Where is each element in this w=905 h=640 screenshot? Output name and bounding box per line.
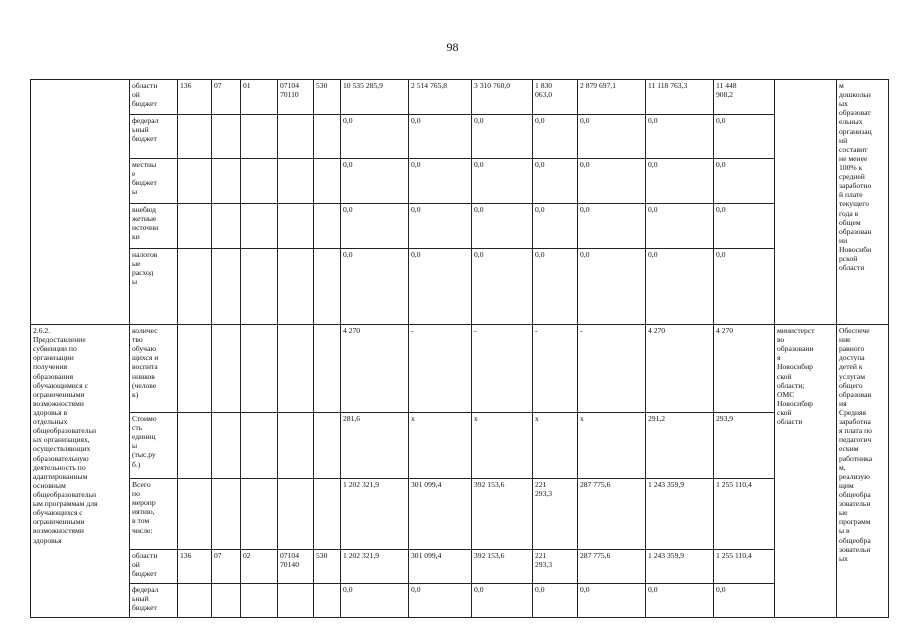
source-cell: налогов ые расход ы [130,249,178,325]
code-gr-cell [178,413,212,479]
measure-name-cell: 2.6.2. Предоставление субвенции по организации получения образования обучающимися с ограниченными возможностями здоровья в отдельных общеобразовательн ых организациях, осуществляющих образовательную деятельность по адаптированным основным общеобразовательн ым программам для обучающихся с ограниченными возможностями здоровья [31,325,130,618]
value-cell: 2 879 697,1 [578,80,646,115]
code-rz-cell [212,325,241,413]
value-cell: 0,0 [341,204,409,249]
source-cell: количес тво обучаю щихся и воспита нников (челове к) [130,325,178,413]
code-rz-cell: 07 [212,80,241,115]
value-cell: 4 270 [341,325,409,413]
source-cell: Всего по меропр иятию, в том числе: [130,479,178,550]
code-rz-cell [212,249,241,325]
budget-table [30,79,889,618]
code-pr-cell [241,249,278,325]
value-cell: 0,0 [533,584,578,618]
code-csr-cell: 07104 70110 [278,80,314,115]
code-gr-cell [178,325,212,413]
value-cell: 221 293,3 [533,479,578,550]
value-cell: 0,0 [472,204,533,249]
value-cell: 0,0 [472,584,533,618]
value-cell: 4 270 [714,325,775,413]
value-cell: 0,0 [578,204,646,249]
value-cell: 0,0 [341,584,409,618]
source-cell: Стоимо сть единиц ы (тыс.ру б.) [130,413,178,479]
code-csr-cell [278,325,314,413]
table-row [31,115,889,159]
code-vr-cell: 530 [314,80,341,115]
value-cell: 0,0 [341,159,409,204]
value-cell: 392 153,6 [472,550,533,584]
source-cell: областн ой бюджет [130,80,178,115]
value-cell: 0,0 [409,204,472,249]
code-rz-cell [212,204,241,249]
blank-cell [31,80,130,325]
value-cell: 0,0 [341,249,409,325]
code-rz-cell [212,584,241,618]
table-row [31,550,889,584]
code-rz-cell [212,479,241,550]
value-cell: 0,0 [714,204,775,249]
code-csr-cell [278,479,314,550]
value-cell: 0,0 [409,159,472,204]
value-cell: 0,0 [533,159,578,204]
value-cell: 1 255 110,4 [714,479,775,550]
table-row [31,159,889,204]
value-cell: 392 153,6 [472,479,533,550]
value-cell: 1 243 359,9 [646,479,714,550]
value-cell: 0,0 [409,115,472,159]
value-cell: 0,0 [646,584,714,618]
value-cell: - [472,325,533,413]
value-cell: 1 243 359,9 [646,550,714,584]
code-csr-cell [278,584,314,618]
value-cell: 1 202 321,9 [341,479,409,550]
table-row [31,325,889,413]
source-cell: местны е бюджет ы [130,159,178,204]
value-cell: 1 202 321,9 [341,550,409,584]
value-cell: 0,0 [533,115,578,159]
value-cell: 0,0 [409,584,472,618]
code-gr-cell [178,115,212,159]
code-csr-cell [278,204,314,249]
value-cell: 0,0 [472,249,533,325]
value-cell: 0,0 [714,584,775,618]
value-cell: 0,0 [341,115,409,159]
source-cell: внебюд жетные источни ки [130,204,178,249]
code-rz-cell [212,413,241,479]
code-pr-cell [241,159,278,204]
value-cell: 0,0 [533,249,578,325]
code-pr-cell [241,204,278,249]
result-cell: Обеспече ние равного доступа детей к услугам общего образован ия Средняя заработна я плата по педагогич еским работника м, реализую щим общеобра зовательн ые программ ы в общеобра зовательн ых [837,325,889,618]
code-pr-cell [241,584,278,618]
code-vr-cell [314,204,341,249]
code-gr-cell [178,204,212,249]
source-cell: федерал ьный бюджет [130,115,178,159]
value-cell: 293,9 [714,413,775,479]
code-vr-cell [314,584,341,618]
value-cell: 0,0 [646,159,714,204]
code-csr-cell: 07104 70140 [278,550,314,584]
value-cell: 0,0 [578,159,646,204]
value-cell: 0,0 [578,584,646,618]
value-cell: 221 293,3 [533,550,578,584]
value-cell: x [409,413,472,479]
code-vr-cell [314,115,341,159]
code-gr-cell: 136 [178,550,212,584]
value-cell: 291,2 [646,413,714,479]
value-cell: 0,0 [714,249,775,325]
value-cell: 3 310 760,0 [472,80,533,115]
result-cell: м дошкольн ых образоват ельных организац ий составит не менее 100% к средней заработно й плате текущего года в общем образован ии Новосиби рской области [837,80,889,325]
value-cell: x [472,413,533,479]
value-cell: - [409,325,472,413]
value-cell: 11 448 908,2 [714,80,775,115]
code-vr-cell [314,249,341,325]
code-vr-cell [314,413,341,479]
code-pr-cell [241,325,278,413]
value-cell: 0,0 [533,204,578,249]
code-pr-cell [241,479,278,550]
code-rz-cell: 07 [212,550,241,584]
code-pr-cell [241,115,278,159]
code-vr-cell: 530 [314,550,341,584]
code-csr-cell [278,159,314,204]
value-cell: 0,0 [578,249,646,325]
code-rz-cell [212,115,241,159]
value-cell: 0,0 [578,115,646,159]
value-cell: 0,0 [472,159,533,204]
code-csr-cell [278,249,314,325]
code-vr-cell [314,159,341,204]
code-csr-cell [278,413,314,479]
code-vr-cell [314,479,341,550]
table-row [31,80,889,115]
code-pr-cell: 01 [241,80,278,115]
value-cell: 0,0 [646,249,714,325]
table-row [31,204,889,249]
value-cell: 1 255 110,4 [714,550,775,584]
value-cell: 0,0 [646,115,714,159]
code-gr-cell [178,249,212,325]
code-gr-cell [178,584,212,618]
code-pr-cell [241,413,278,479]
code-gr-cell: 136 [178,80,212,115]
value-cell: 0,0 [646,204,714,249]
value-cell: 301 099,4 [409,479,472,550]
value-cell: 10 535 285,9 [341,80,409,115]
executor-cell: министерст во образовани я Новосибир ской области; ОМС Новосибир ской области [775,325,837,618]
value-cell: 301 099,4 [409,550,472,584]
value-cell: 1 830 063,0 [533,80,578,115]
value-cell: - [578,325,646,413]
source-cell: областн ой бюджет [130,550,178,584]
value-cell: x [578,413,646,479]
executor-empty-cell [775,80,837,325]
value-cell: 0,0 [472,115,533,159]
code-vr-cell [314,325,341,413]
value-cell: 2 514 765,8 [409,80,472,115]
value-cell: 281,6 [341,413,409,479]
value-cell: 0,0 [714,159,775,204]
source-cell: федерал ьный бюджет [130,584,178,618]
code-gr-cell [178,479,212,550]
value-cell: 11 118 763,3 [646,80,714,115]
table-row [31,413,889,479]
code-csr-cell [278,115,314,159]
value-cell: 0,0 [409,249,472,325]
table-row [31,584,889,618]
value-cell: 4 270 [646,325,714,413]
code-rz-cell [212,159,241,204]
value-cell: - [533,325,578,413]
value-cell: 0,0 [714,115,775,159]
value-cell: x [533,413,578,479]
value-cell: 287 775,6 [578,479,646,550]
code-gr-cell [178,159,212,204]
page-number: 98 [446,40,459,54]
code-pr-cell: 02 [241,550,278,584]
table-row [31,249,889,325]
value-cell: 287 775,6 [578,550,646,584]
table-row [31,479,889,550]
